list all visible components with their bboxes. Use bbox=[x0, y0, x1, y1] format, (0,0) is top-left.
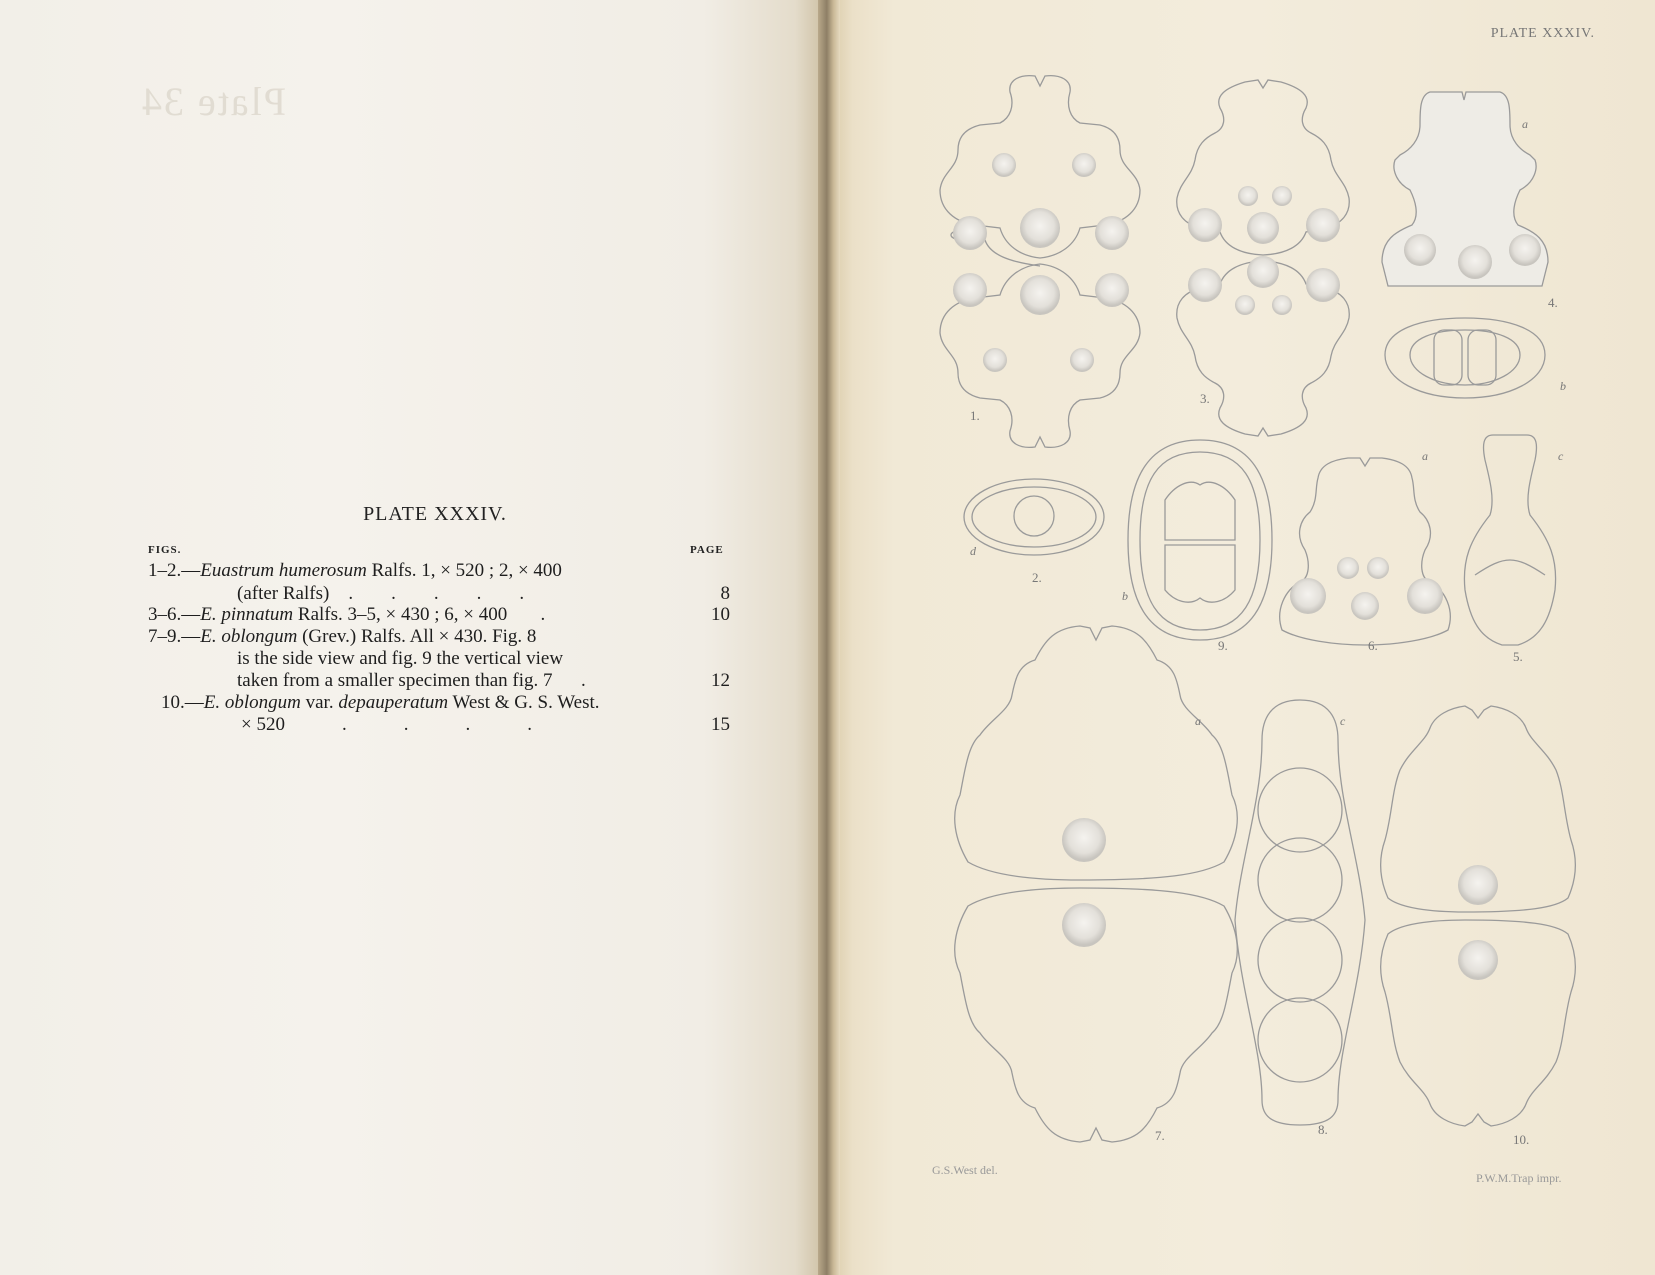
left-page: Plate 34 PLATE XXXIV. FIGS. PAGE 1–2.—Euastrum humerosum Ralfs. 1, × 520 ; 2, × 400 (after Ralfs) . . . . . 8 3–6.—E. pinnatum Ralfs. 3–5, × 430 ; 6, × 400 . 10 7–9.—E. oblongum (Grev.) Ralfs. All × 430. Fig. 8 is the side view and fig. 9 the vertical view taken from a smaller specimen than fig. 7 . 12 10.—E. oblongum var. depauperatum West & G. S. West. × 520 . . . . 15 bbox=[0, 0, 828, 1275]
figure-10-drawing bbox=[1381, 706, 1576, 1126]
figure-label-9: 9. bbox=[1218, 638, 1228, 653]
figure-8-outline bbox=[1235, 700, 1365, 1125]
figure-label-8: 8. bbox=[1318, 1122, 1328, 1137]
page-number: 10 bbox=[711, 604, 730, 625]
page-number: 15 bbox=[711, 714, 730, 735]
page-number: 12 bbox=[711, 670, 730, 691]
figs-column-header: FIGS. bbox=[148, 544, 182, 556]
figure-label-6: 6. bbox=[1368, 638, 1378, 653]
figure-1-drawing bbox=[940, 76, 1140, 448]
page-column-header: PAGE bbox=[690, 544, 724, 556]
figure-2-outline bbox=[964, 479, 1104, 555]
figure-5-outline bbox=[1464, 435, 1555, 645]
figure-label-2: 2. bbox=[1032, 570, 1042, 585]
plate-title: PLATE XXXIV. bbox=[363, 503, 507, 525]
svg-text:c: c bbox=[1340, 714, 1346, 728]
printer-credit: P.W.M.Trap impr. bbox=[1476, 1171, 1562, 1185]
figure-letter-b: b bbox=[1560, 379, 1566, 393]
svg-text:b: b bbox=[1122, 589, 1128, 603]
figure-label-4: 4. bbox=[1548, 295, 1558, 310]
figure-letter-d: d bbox=[970, 544, 976, 558]
figure-label-1: 1. bbox=[970, 408, 980, 423]
svg-text:a: a bbox=[1422, 449, 1428, 463]
svg-text:a: a bbox=[1195, 714, 1201, 728]
figure-letter-c: c bbox=[1558, 449, 1564, 463]
plate-header: PLATE XXXIV. bbox=[1490, 26, 1595, 41]
ghost-plate-number: Plate 34 bbox=[140, 79, 286, 124]
figure-label-3: 3. bbox=[1200, 391, 1210, 406]
figure-label-7: 7. bbox=[1155, 1128, 1165, 1143]
figure-label-5: 5. bbox=[1513, 649, 1523, 664]
figure-letter-a: a bbox=[1522, 117, 1528, 131]
figure-7-drawing bbox=[955, 626, 1238, 1142]
figure-label-10: 10. bbox=[1513, 1132, 1530, 1147]
page-number: 8 bbox=[720, 583, 730, 604]
artist-credit: G.S.West del. bbox=[932, 1163, 998, 1177]
